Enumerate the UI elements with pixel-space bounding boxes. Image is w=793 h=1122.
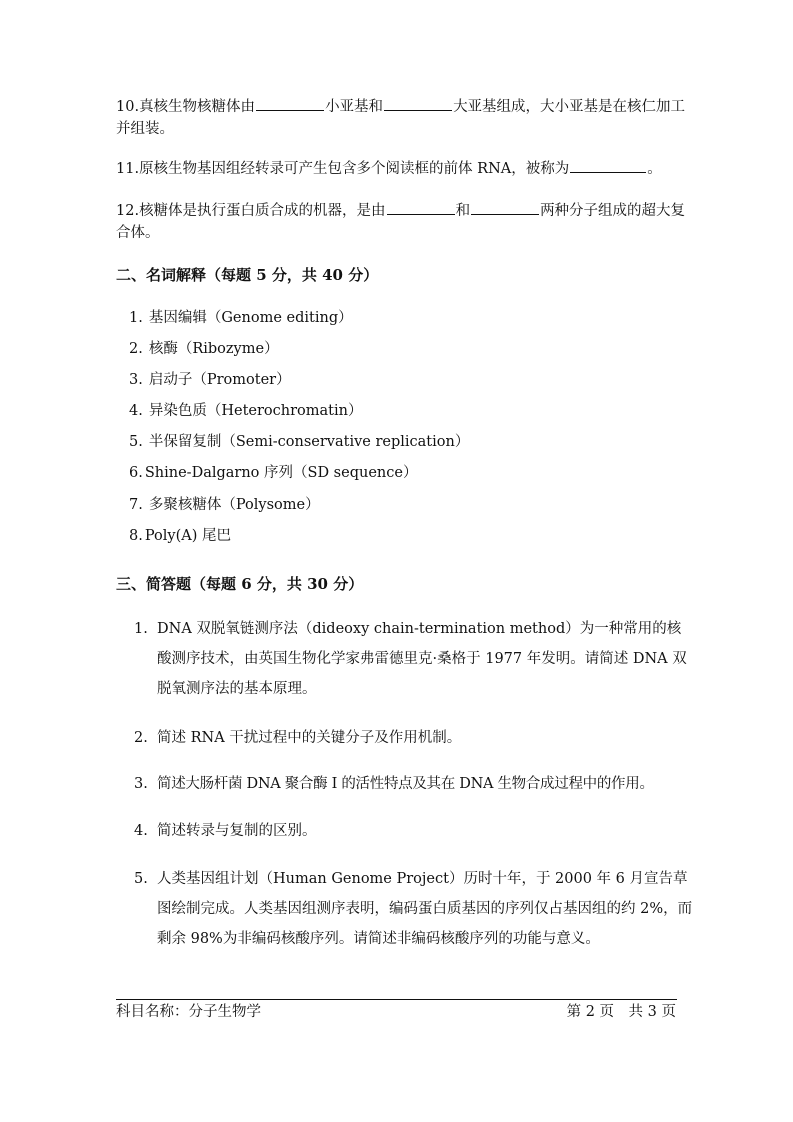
question-number: 11.: [116, 161, 140, 177]
question-text: DNA 双脱氧链测序法（dideoxy chain-termination method）为一种常用的核酸测序技术，由英国生物化学家弗雷德里克·桑格于 1977 年发明。请简述 DNA 双脱氧测序法的基本原理。: [157, 621, 687, 697]
question-text-part: 小亚基和: [325, 99, 384, 115]
question-text-part: 真核生物核糖体由: [139, 99, 256, 115]
question-text-part: 两种分子组成的超大复合体。: [116, 203, 686, 241]
term-item: 5. 半保留复制（Semi-conservative replication）: [129, 434, 470, 450]
answer-blank[interactable]: [471, 200, 539, 215]
answer-blank[interactable]: [570, 158, 646, 173]
question-text: 简述 RNA 干扰过程中的关键分子及作用机制。: [157, 730, 462, 746]
term-item: 4. 异染色质（Heterochromatin）: [129, 403, 363, 419]
term-item: 6. Shine-Dalgarno 序列（SD sequence）: [129, 465, 418, 481]
term-item: 3. 启动子（Promoter）: [129, 372, 291, 388]
short-answer-question-5: [134, 864, 694, 954]
question-text-part: 大亚基组成，大小亚基是在核仁加工并组装。: [116, 99, 686, 137]
question-text-part: 核糖体是执行蛋白质合成的机器，是由: [139, 203, 386, 219]
question-text: 简述大肠杆菌 DNA 聚合酶 I 的活性特点及其在 DNA 生物合成过程中的作用。: [157, 776, 654, 792]
fill-blank-question-10: [116, 96, 686, 140]
question-number: 12.: [116, 203, 140, 219]
short-answer-question-4: [134, 816, 694, 846]
answer-blank[interactable]: [387, 200, 455, 215]
answer-blank[interactable]: [256, 96, 324, 111]
term-item: 8. Poly(A) 尾巴: [129, 528, 231, 544]
fill-blank-question-11: [116, 158, 686, 180]
short-answer-question-2: [134, 723, 694, 753]
section-title-short-answer: 三、简答题（每题 6 分，共 30 分）: [116, 575, 364, 593]
section-title-term-definitions: 二、名词解释（每题 5 分，共 40 分）: [116, 266, 379, 284]
footer-divider: [116, 999, 677, 1000]
footer-page-number: 第 2 页 共 3 页: [566, 1004, 676, 1020]
question-text-part: 原核生物基因组经转录可产生包含多个阅读框的前体 RNA，被称为: [139, 161, 570, 177]
question-text-part: 。: [647, 161, 662, 177]
question-number: 2.: [134, 730, 148, 746]
term-item: 7. 多聚核糖体（Polysome）: [129, 497, 320, 513]
term-item: 1. 基因编辑（Genome editing）: [129, 310, 353, 326]
question-number: 5.: [134, 871, 148, 887]
question-text: 人类基因组计划（Human Genome Project）历时十年，于 2000 年 6 月宣告草图绘制完成。人类基因组测序表明，编码蛋白质基因的序列仅占基因组的约 2%，而剩余 98%为非编码核酸序列。请简述非编码核酸序列的功能与意义。: [157, 871, 693, 947]
question-text: 简述转录与复制的区别。: [157, 823, 317, 839]
short-answer-question-3: [134, 769, 704, 799]
question-number: 10.: [116, 99, 140, 115]
term-item: 2. 核酶（Ribozyme）: [129, 341, 279, 357]
question-number: 4.: [134, 823, 148, 839]
question-number: 3.: [134, 776, 148, 792]
short-answer-question-1: [134, 614, 694, 704]
answer-blank[interactable]: [384, 96, 452, 111]
footer-subject-name: 科目名称：分子生物学: [116, 1004, 261, 1020]
question-number: 1.: [134, 621, 148, 637]
fill-blank-question-12: [116, 200, 686, 244]
question-text-part: 和: [455, 203, 471, 219]
